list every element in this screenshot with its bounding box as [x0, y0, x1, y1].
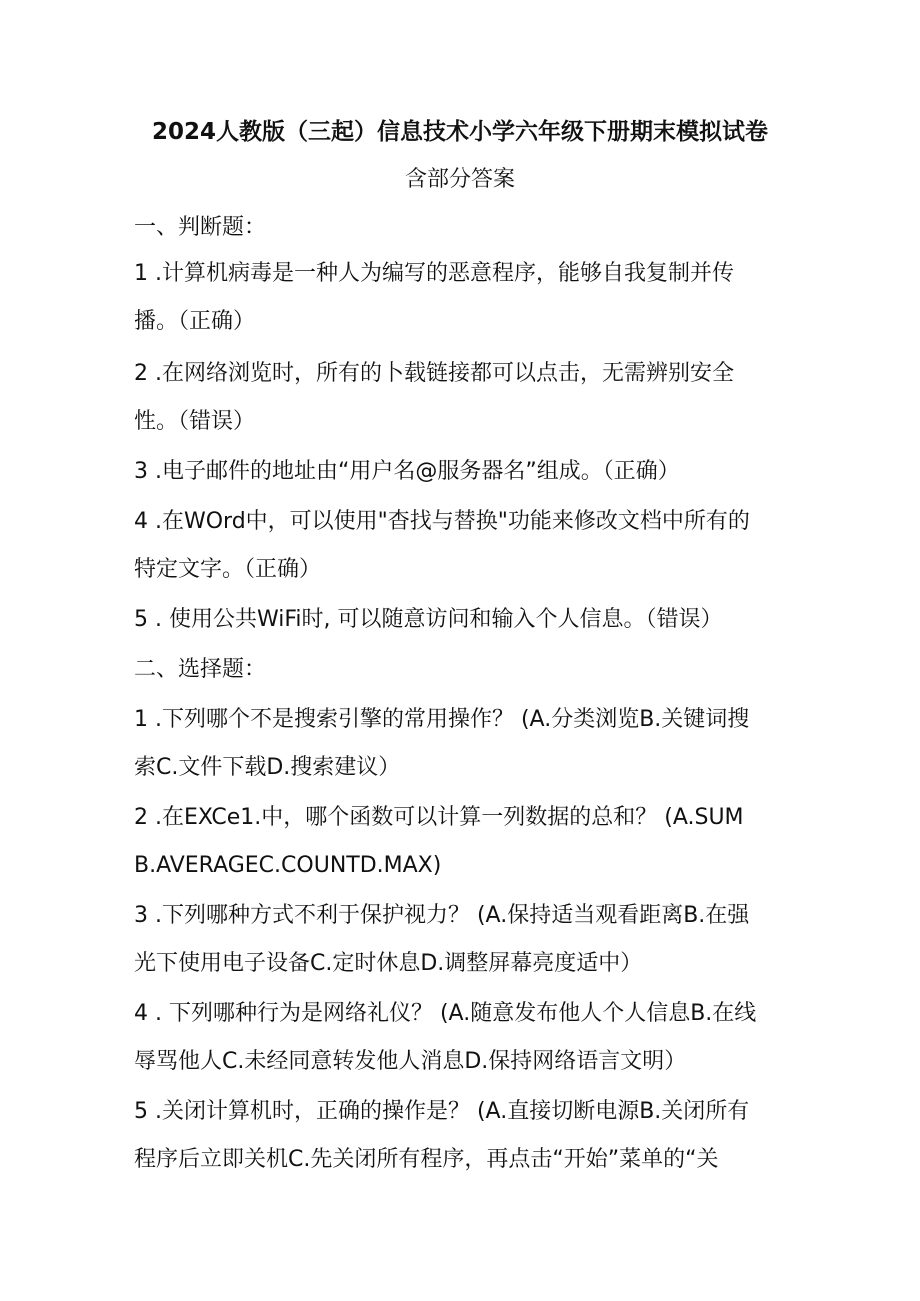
mc-question-3-line-1: 3 .下列哪种方式不利于保护视力？ (A.保持适当观看距离B.在强: [134, 903, 750, 928]
section-heading-multiple-choice: 二、选择题：: [134, 657, 267, 682]
tf-question-3-line-1: 3 .电子邮件的地址由“用户名@服务器名”组成。（正确）: [134, 459, 680, 484]
tf-question-4-line-1: 4 .在WOrd中，可以使用"杳找与替换"功能来修改文档中所有的: [134, 509, 750, 534]
mc-question-3-line-2: 光下使用电子设备C.定时休息D.调整屏幕亮度适中）: [134, 951, 643, 976]
mc-question-1-line-2: 索C.文件下载D.搜索建议）: [134, 755, 401, 780]
mc-question-4-line-1: 4 . 下列哪种行为是网络礼仪？ (A.随意发布他人个人信息B.在线: [134, 1001, 757, 1026]
mc-question-2-line-2: B.AVERAGEC.COUNTD.MAX): [134, 853, 442, 878]
mc-question-4-line-2: 辱骂他人C.未经同意转发他人消息D.保持网络语言文明）: [134, 1049, 687, 1074]
mc-question-1-line-1: 1 .下列哪个不是搜索引擎的常用操作？ (A.分类浏览B.关键词搜: [134, 707, 750, 732]
tf-question-1-line-2: 播。（正确）: [134, 309, 256, 334]
tf-question-5-line-1: 5 . 使用公共WiFi时, 可以随意访问和输入个人信息。（错误）: [134, 607, 723, 632]
mc-question-5-line-2: 程序后立即关机C.先关闭所有程序，再点击“开始”菜单的“关: [134, 1147, 719, 1172]
document-subtitle: 含部分答案: [404, 167, 515, 192]
section-heading-true-false: 一、判断题：: [134, 215, 267, 240]
mc-question-5-line-1: 5 .关闭计算机时，正确的操作是？ (A.直接切断电源B.关闭所有: [134, 1099, 750, 1124]
tf-question-2-line-1: 2 .在网络浏览时，所有的卜载链接都可以点击，无需辨别安全: [134, 361, 734, 386]
tf-question-4-line-2: 特定文字。（正确）: [134, 557, 322, 582]
tf-question-1-line-1: 1 .计算机病毒是一种人为编写的恶意程序，能够自我复制并传: [134, 261, 734, 286]
tf-question-2-line-2: 性。（错误）: [134, 409, 256, 434]
mc-question-2-line-1: 2 .在EXCe1.中，哪个函数可以计算一列数据的总和？ (A.SUM: [134, 805, 744, 830]
document-title: 2024人教版（三起）信息技术小学六年级下册期末模拟试卷: [151, 119, 768, 145]
